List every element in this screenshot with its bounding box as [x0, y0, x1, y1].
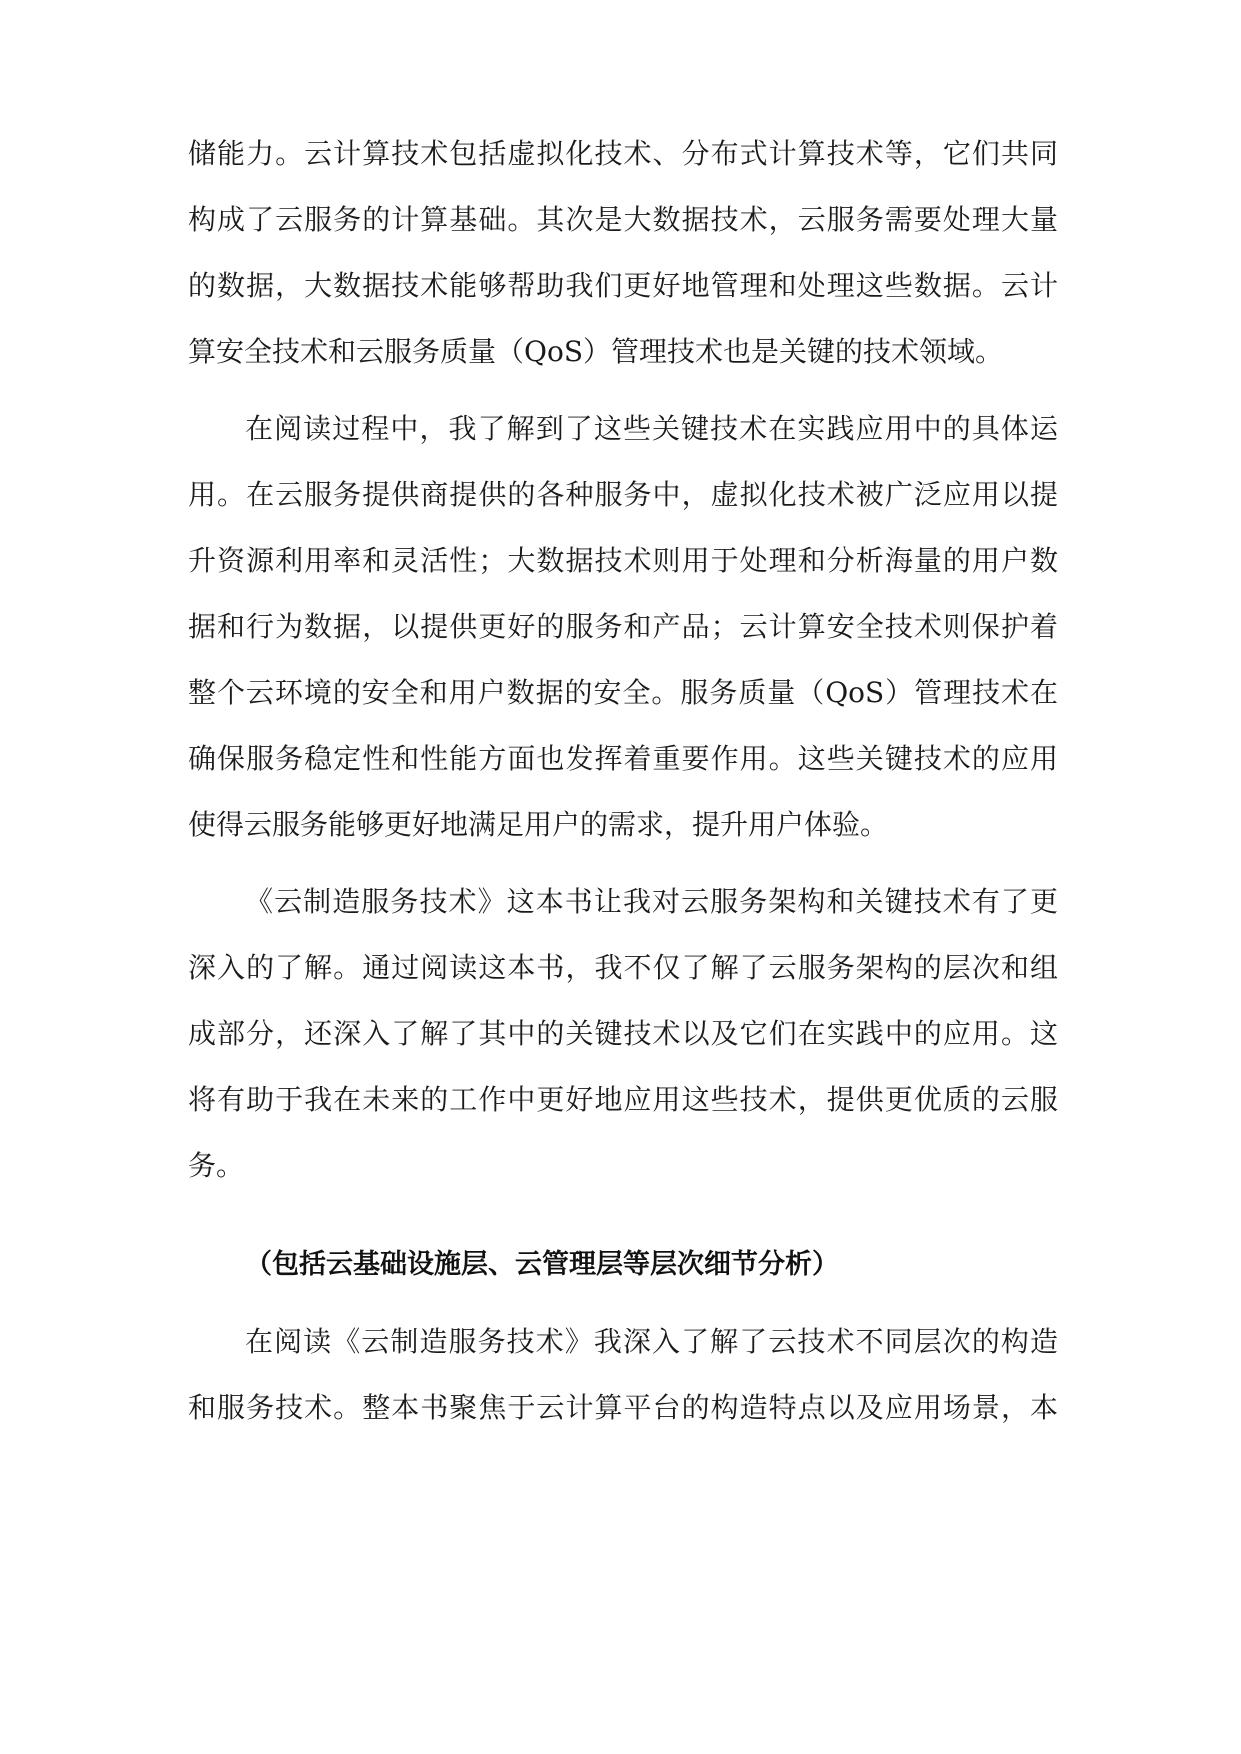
paragraph-4-line-2: 和服务技术。整本书聚焦于云计算平台的构造特点以及应用场景，本	[188, 1391, 1058, 1424]
section-heading: （包括云基础设施层、云管理层等层次细节分析）	[245, 1249, 839, 1280]
paragraph-2-line-6: 确保服务稳定性和性能方面也发挥着重要作用。这些关键技术的应用	[188, 742, 1058, 775]
paragraph-1-line-1: 储能力。云计算技术包括虚拟化技术、分布式计算技术等，它们共同	[188, 137, 1058, 170]
paragraph-2-line-1: 在阅读过程中，我了解到了这些关键技术在实践应用中的具体运	[245, 412, 1058, 445]
paragraph-3-line-4: 将有助于我在未来的工作中更好地应用这些技术，提供更优质的云服	[188, 1083, 1058, 1116]
paragraph-2-line-4: 据和行为数据，以提供更好的服务和产品；云计算安全技术则保护着	[188, 610, 1058, 643]
paragraph-2-line-3: 升资源利用率和灵活性；大数据技术则用于处理和分析海量的用户数	[188, 544, 1058, 577]
paragraph-2-line-7: 使得云服务能够更好地满足用户的需求，提升用户体验。	[188, 808, 889, 841]
paragraph-3-line-3: 成部分，还深入了解了其中的关键技术以及它们在实践中的应用。这	[188, 1017, 1058, 1050]
paragraph-1-line-2: 构成了云服务的计算基础。其次是大数据技术，云服务需要处理大量	[188, 203, 1058, 236]
paragraph-4-line-1: 在阅读《云制造服务技术》我深入了解了云技术不同层次的构造	[245, 1325, 1058, 1358]
paragraph-3-line-1: 《云制造服务技术》这本书让我对云服务架构和关键技术有了更	[245, 885, 1058, 918]
paragraph-3-line-2: 深入的了解。通过阅读这本书，我不仅了解了云服务架构的层次和组	[188, 951, 1058, 984]
paragraph-1-line-4: 算安全技术和云服务质量（QoS）管理技术也是关键的技术领域。	[188, 335, 1003, 368]
paragraph-2-line-2: 用。在云服务提供商提供的各种服务中，虚拟化技术被广泛应用以提	[188, 478, 1058, 511]
paragraph-3-line-5: 务。	[188, 1149, 245, 1182]
paragraph-2-line-5: 整个云环境的安全和用户数据的安全。服务质量（QoS）管理技术在	[188, 676, 1058, 709]
paragraph-1-line-3: 的数据，大数据技术能够帮助我们更好地管理和处理这些数据。云计	[188, 269, 1058, 302]
